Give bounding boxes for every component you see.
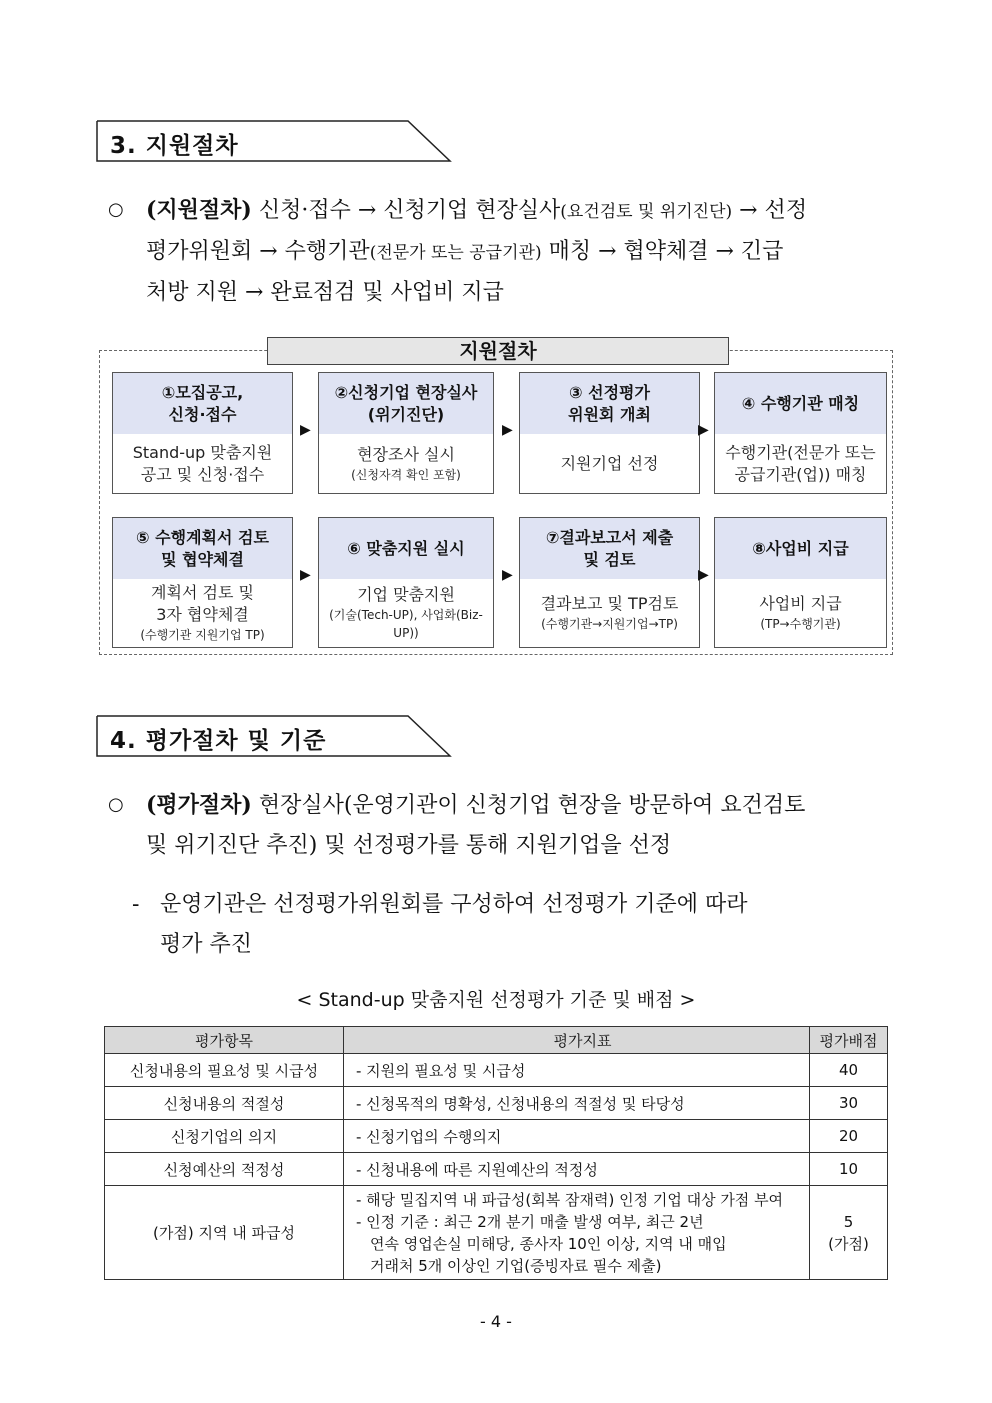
paragraph-line-1: (지원절차) 신청·접수 → 신청기업 현장실사(요건검토 및 위기진단) → 선정 bbox=[146, 197, 808, 223]
flow-step bbox=[112, 517, 293, 648]
flow-step-description-line: (수행기관 지원기업 TP) bbox=[140, 628, 265, 642]
paragraph-line-3: 처방 지원 → 완료점검 및 사업비 지급 bbox=[146, 280, 504, 305]
table-row bbox=[105, 1153, 888, 1186]
flow-step-description-line: (신청자격 확인 포함) bbox=[351, 467, 461, 482]
column-header: 평가배점 bbox=[810, 1027, 888, 1054]
flow-step-description-line: 수행기관(전문가 또는 bbox=[725, 442, 876, 462]
flow-arrow-icon: ▶ bbox=[300, 422, 311, 438]
cell-score: 40 bbox=[810, 1054, 888, 1087]
paragraph-line-1: (평가절차) 현장실사(운영기관이 신청기업 현장을 방문하여 요건검토 bbox=[146, 792, 806, 818]
flow-arrow-icon: ▶ bbox=[502, 567, 513, 583]
flow-arrow-icon: ▶ bbox=[502, 422, 513, 438]
flow-step-description bbox=[113, 434, 292, 493]
flow-step-title bbox=[319, 518, 493, 579]
flow-step-title-line: ④ 수행기관 매칭 bbox=[741, 393, 860, 413]
flow-step-title-line: (위기진단) bbox=[367, 404, 445, 424]
flow-step bbox=[519, 517, 700, 648]
flow-step-title-line: ⑧사업비 지급 bbox=[752, 538, 849, 558]
section-3-heading bbox=[96, 120, 451, 162]
flow-arrow-icon: ▶ bbox=[698, 422, 709, 438]
flow-step-title bbox=[715, 518, 886, 579]
flow-step-description-line: 공고 및 신청·접수 bbox=[140, 464, 265, 484]
flow-step-description-line: Stand-up 맞춤지원 bbox=[132, 442, 273, 462]
flow-step bbox=[112, 372, 293, 494]
flow-step-description-line: 계획서 검토 및 bbox=[151, 583, 254, 602]
paragraph-line-2: 평가위원회 → 수행기관(전문가 또는 공급기관) 매칭 → 협약체결 → 긴급 bbox=[146, 239, 784, 264]
flow-step bbox=[318, 517, 494, 648]
flow-step-description-line: (수행기관→지원기업→TP) bbox=[541, 617, 678, 631]
section-4-title: 4. 평가절차 및 기준 bbox=[110, 728, 327, 754]
flow-step-title bbox=[113, 518, 292, 579]
flow-step-description bbox=[520, 434, 699, 493]
indicator-line: - 해당 밀집지역 내 파급성(회복 잠재력) 인정 기업 대상 가점 부여 bbox=[356, 1190, 784, 1209]
flow-step-title bbox=[113, 373, 292, 434]
indicator-line: 연속 영업손실 미해당, 종사자 10인 이상, 지역 내 매입 bbox=[370, 1234, 727, 1253]
column-header: 평가지표 bbox=[344, 1027, 810, 1054]
cell-score: 20 bbox=[810, 1120, 888, 1153]
table-row bbox=[105, 1054, 888, 1087]
flow-step-description-line: (TP→수행기관) bbox=[760, 617, 841, 631]
flow-step-title-line: 및 검토 bbox=[583, 549, 636, 569]
flow-step-title-line: ⑦결과보고서 제출 bbox=[545, 527, 674, 547]
column-header: 평가항목 bbox=[105, 1027, 344, 1054]
indicator-line: 거래처 5개 이상인 기업(증빙자료 필수 제출) bbox=[370, 1256, 662, 1275]
evaluation-criteria-table bbox=[104, 1026, 888, 1280]
cell-score bbox=[810, 1186, 888, 1280]
flow-step-description-line: 사업비 지급 bbox=[759, 594, 842, 613]
cell-indicator: - 신청목적의 명확성, 신청내용의 적절성 및 타당성 bbox=[344, 1087, 810, 1120]
table-header-row bbox=[105, 1027, 888, 1054]
cell-indicator: - 지원의 필요성 및 시급성 bbox=[344, 1054, 810, 1087]
flow-step-title-line: 및 협약체결 bbox=[161, 549, 244, 569]
flow-step-title-line: 위원회 개최 bbox=[568, 404, 651, 424]
cell-indicator: - 신청내용에 따른 지원예산의 적정성 bbox=[344, 1153, 810, 1186]
circle-bullet-icon: ○ bbox=[108, 199, 124, 220]
flow-arrow-icon: ▶ bbox=[698, 567, 709, 583]
flow-step bbox=[714, 372, 887, 494]
flow-diagram-title: 지원절차 bbox=[267, 337, 729, 365]
support-procedure-paragraph bbox=[108, 190, 898, 313]
flow-step-title-line: ②신청기업 현장실사 bbox=[334, 382, 478, 402]
flow-step-title-line: ⑥ 맞춤지원 실시 bbox=[347, 538, 465, 558]
table-row bbox=[105, 1087, 888, 1120]
score-value: 5 bbox=[843, 1212, 854, 1231]
cell-item: 신청기업의 의지 bbox=[105, 1120, 344, 1153]
evaluation-procedure-paragraph bbox=[108, 785, 898, 866]
table-caption: < Stand-up 맞춤지원 선정평가 기준 및 배점 > bbox=[296, 989, 696, 1011]
cell-item: 신청예산의 적정성 bbox=[105, 1153, 344, 1186]
section-4-heading bbox=[96, 715, 451, 757]
flow-step-description-line: 현장조사 실시 bbox=[357, 444, 455, 464]
flow-step-description bbox=[319, 434, 493, 493]
dash-bullet: - bbox=[132, 892, 140, 917]
cell-item: (가점) 지역 내 파급성 bbox=[105, 1186, 344, 1280]
flow-step-description-line: 공급기관(업)) 매칭 bbox=[734, 464, 867, 484]
section-3-title: 3. 지원절차 bbox=[110, 133, 239, 159]
indicator-line: - 인정 기준 : 최근 2개 분기 매출 발생 여부, 최근 2년 bbox=[356, 1212, 704, 1231]
score-note: (가점) bbox=[828, 1234, 869, 1253]
flow-step-description-line: 기업 맞춤지원 bbox=[357, 585, 455, 604]
flow-step-description-line: 3자 협약체결 bbox=[156, 605, 249, 624]
table-row bbox=[105, 1120, 888, 1153]
cell-indicator bbox=[344, 1186, 810, 1280]
flow-step bbox=[318, 372, 494, 494]
flow-step-description bbox=[520, 579, 699, 647]
flow-step-title-line: ①모집공고, bbox=[161, 382, 244, 402]
flow-step-title-line: ⑤ 수행계획서 검토 bbox=[136, 527, 269, 547]
flow-step-title-line: ③ 선정평가 bbox=[569, 382, 650, 402]
flow-step bbox=[714, 517, 887, 648]
flow-arrow-icon: ▶ bbox=[300, 567, 311, 583]
flow-step-title bbox=[319, 373, 493, 434]
circle-bullet-icon: ○ bbox=[108, 794, 124, 815]
flow-step-description bbox=[113, 579, 292, 647]
table-row bbox=[105, 1186, 888, 1280]
evaluation-committee-paragraph bbox=[132, 885, 898, 965]
flow-step-title-line: 신청·접수 bbox=[168, 404, 237, 424]
cell-indicator: - 신청기업의 수행의지 bbox=[344, 1120, 810, 1153]
paragraph-line-2: 평가 추진 bbox=[160, 932, 253, 957]
flow-step-description-line: 지원기업 선정 bbox=[560, 453, 659, 473]
flow-step bbox=[519, 372, 700, 494]
cell-score: 10 bbox=[810, 1153, 888, 1186]
flow-step-description bbox=[715, 434, 886, 493]
paragraph-line-2: 및 위기진단 추진) 및 선정평가를 통해 지원기업을 선정 bbox=[146, 833, 672, 858]
flow-step-description bbox=[319, 579, 493, 647]
flow-step-title bbox=[520, 518, 699, 579]
flow-step-title bbox=[520, 373, 699, 434]
flow-step-description bbox=[715, 579, 886, 647]
cell-item: 신청내용의 필요성 및 시급성 bbox=[105, 1054, 344, 1087]
cell-score: 30 bbox=[810, 1087, 888, 1120]
page-number: - 4 - bbox=[480, 1312, 512, 1331]
flow-step-title bbox=[715, 373, 886, 434]
flow-step-description-line: (기술(Tech-UP), 사업화(Biz-UP)) bbox=[329, 608, 483, 640]
paragraph-line-1: 운영기관은 선정평가위원회를 구성하여 선정평가 기준에 따라 bbox=[160, 892, 748, 917]
flow-step-description-line: 결과보고 및 TP검토 bbox=[540, 594, 679, 613]
cell-item: 신청내용의 적절성 bbox=[105, 1087, 344, 1120]
